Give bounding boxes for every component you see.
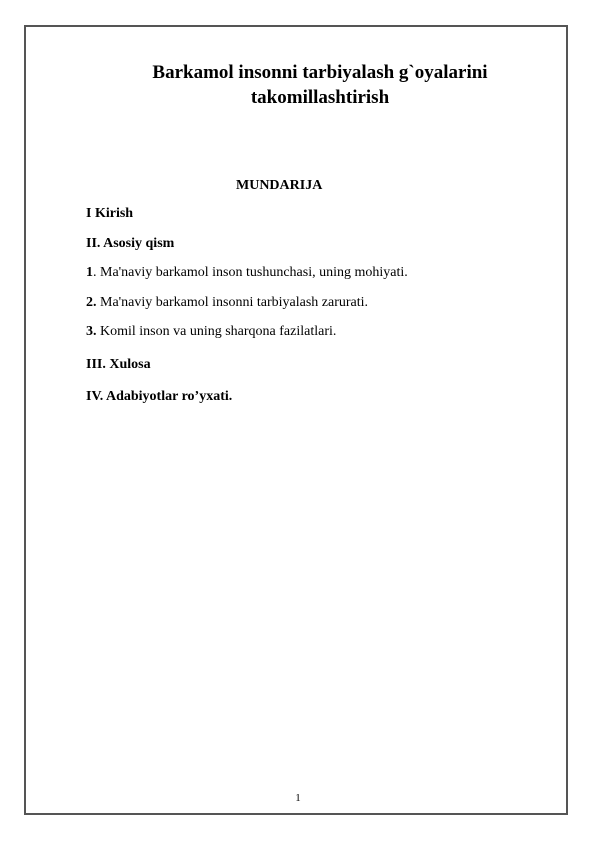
toc-heading: MUNDARIJA — [236, 178, 323, 193]
toc-item-1-number: 1 — [86, 265, 93, 280]
toc-item-adabiyotlar: IV. Adabiyotlar ro’yxati. — [86, 389, 233, 404]
title-line-1: Barkamol insonni tarbiyalash g`oyalarini — [152, 62, 488, 83]
toc-item-1-text: . Ma'naviy barkamol inson tushunchasi, uning mohiyati. — [93, 265, 408, 280]
toc-item-asosiy-qism: II. Asosiy qism — [86, 236, 175, 251]
page-border — [24, 25, 568, 815]
toc-item-1 — [86, 265, 408, 281]
page-number: 1 — [295, 792, 301, 804]
toc-item-3-text: Komil inson va uning sharqona fazilatlari. — [96, 324, 337, 339]
toc-item-3 — [86, 324, 336, 340]
toc-item-kirish: I Kirish — [86, 206, 134, 221]
document-title — [120, 60, 520, 110]
toc-item-xulosa: III. Xulosa — [86, 357, 151, 372]
toc-item-2-number: 2. — [86, 295, 97, 310]
toc-item-3-number: 3. — [86, 324, 97, 339]
toc-item-2-text: Ma'naviy barkamol insonni tarbiyalash zarurati. — [96, 295, 369, 310]
title-line-2: takomillashtirish — [250, 87, 390, 108]
toc-item-2 — [86, 295, 368, 311]
